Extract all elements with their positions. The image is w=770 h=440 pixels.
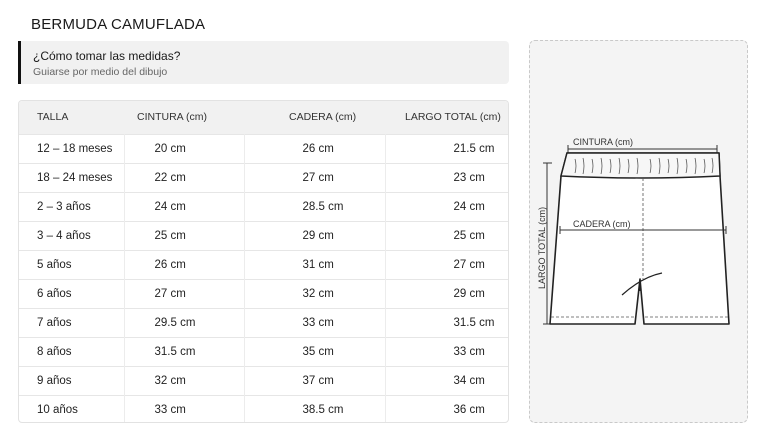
hip-label: CADERA (cm) — [573, 219, 631, 229]
table-row — [19, 279, 508, 308]
guide-subtitle: Guiarse por medio del dibujo — [33, 66, 168, 78]
cell-hip: 32 cm — [244, 279, 385, 308]
length-label: LARGO TOTAL (cm) — [537, 206, 547, 289]
cell-length: 31.5 cm — [385, 308, 508, 337]
cell-size: 6 años — [37, 287, 72, 300]
cell-length: 33 cm — [385, 337, 508, 366]
cell-size: 9 años — [37, 374, 72, 387]
cell-length: 34 cm — [385, 366, 508, 395]
cell-length: 23 cm — [385, 163, 508, 192]
cell-waist: 26 cm — [124, 250, 244, 279]
cell-waist: 25 cm — [124, 221, 244, 250]
cell-waist: 33 cm — [124, 395, 244, 423]
cell-size: 18 – 24 meses — [37, 171, 113, 184]
cell-waist: 27 cm — [124, 279, 244, 308]
cell-hip: 26 cm — [244, 134, 385, 163]
shorts-illustration-icon — [530, 41, 749, 424]
cell-hip: 33 cm — [244, 308, 385, 337]
cell-size: 2 – 3 años — [37, 200, 91, 213]
table-row — [19, 250, 508, 279]
table-row — [19, 163, 508, 192]
size-table — [18, 100, 509, 423]
cell-length: 21.5 cm — [385, 134, 508, 163]
table-row — [19, 308, 508, 337]
cell-waist: 32 cm — [124, 366, 244, 395]
shorts-diagram — [529, 40, 748, 423]
cell-waist: 29.5 cm — [124, 308, 244, 337]
table-row — [19, 337, 508, 366]
measurement-guide-box — [18, 41, 509, 84]
cell-waist: 31.5 cm — [124, 337, 244, 366]
guide-question: ¿Cómo tomar las medidas? — [33, 49, 181, 63]
cell-length: 27 cm — [385, 250, 508, 279]
cell-hip: 29 cm — [244, 221, 385, 250]
cell-length: 29 cm — [385, 279, 508, 308]
header-hip: CADERA (cm) — [289, 111, 357, 124]
header-size: TALLA — [37, 111, 69, 124]
cell-size: 3 – 4 años — [37, 229, 91, 242]
cell-hip: 27 cm — [244, 163, 385, 192]
cell-length: 24 cm — [385, 192, 508, 221]
table-row — [19, 221, 508, 250]
cell-hip: 35 cm — [244, 337, 385, 366]
cell-hip: 37 cm — [244, 366, 385, 395]
cell-size: 10 años — [37, 403, 78, 416]
waist-label: CINTURA (cm) — [573, 137, 633, 147]
cell-size: 5 años — [37, 258, 72, 271]
table-row — [19, 192, 508, 221]
cell-hip: 28.5 cm — [244, 192, 385, 221]
cell-size: 12 – 18 meses — [37, 142, 113, 155]
header-length: LARGO TOTAL (cm) — [405, 111, 501, 124]
page-title: BERMUDA CAMUFLADA — [31, 16, 206, 33]
cell-waist: 20 cm — [124, 134, 244, 163]
cell-waist: 22 cm — [124, 163, 244, 192]
table-row — [19, 134, 508, 163]
header-waist: CINTURA (cm) — [137, 111, 207, 124]
cell-waist: 24 cm — [124, 192, 244, 221]
cell-hip: 31 cm — [244, 250, 385, 279]
table-row — [19, 395, 508, 423]
cell-size: 7 años — [37, 316, 72, 329]
cell-length: 25 cm — [385, 221, 508, 250]
table-row — [19, 366, 508, 395]
cell-size: 8 años — [37, 345, 72, 358]
cell-hip: 38.5 cm — [244, 395, 385, 423]
cell-length: 36 cm — [385, 395, 508, 423]
table-header-row — [19, 101, 508, 134]
